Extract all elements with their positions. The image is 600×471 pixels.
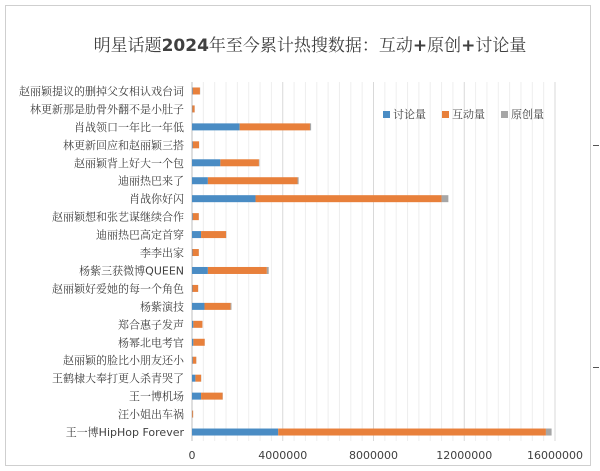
- bar-segment: [208, 267, 267, 274]
- bar-segment: [220, 159, 259, 166]
- category-label: 赵丽颖想和张艺谋继续合作: [52, 210, 184, 224]
- bars: [192, 87, 552, 435]
- category-label: 迪丽热巴来了: [118, 174, 184, 188]
- gridlines: [192, 82, 555, 441]
- category-label: 王鹤棣大奉打更人杀青哭了: [52, 372, 184, 386]
- category-labels: [19, 84, 185, 439]
- category-label: 赵丽颖提议的删掉父女相认戏台词: [19, 84, 184, 98]
- bar-segment: [193, 339, 204, 346]
- bar-segment: [192, 141, 193, 148]
- bar-segment: [195, 375, 201, 382]
- bar-segment: [192, 303, 204, 310]
- category-label: 林更新那是肋骨外翻不是小肚子: [30, 102, 184, 116]
- category-label: 王一博HipHop Forever: [65, 426, 184, 440]
- category-label: 赵丽颖好爱她的每一个角色: [52, 282, 184, 296]
- bar-segment: [192, 321, 193, 328]
- bar-segment: [192, 213, 193, 220]
- bar-segment: [192, 339, 193, 346]
- bar-segment: [193, 141, 199, 148]
- category-label: 肖战你好闪: [129, 192, 184, 206]
- legend-swatch: [501, 111, 508, 118]
- bar-segment: [192, 195, 256, 202]
- chart-title-part: 年至今累计热搜数据：互动: [208, 36, 413, 56]
- chart-title-part: 讨论量: [475, 36, 527, 56]
- category-label: 杨紫三获微博QUEEN: [79, 264, 184, 278]
- category-label: 赵丽颖背上好大一个包: [74, 156, 184, 170]
- category-label: 王一博机场: [129, 390, 184, 404]
- bar-segment: [192, 285, 198, 292]
- bar-segment: [192, 375, 195, 382]
- chart-title-part: +: [461, 36, 476, 56]
- bar-segment: [442, 195, 449, 202]
- bar-segment: [193, 213, 199, 220]
- category-label: 李李出家: [140, 246, 184, 260]
- bar-segment: [193, 321, 202, 328]
- category-label: 汪小姐出车祸: [118, 408, 184, 422]
- bar-segment: [192, 87, 193, 94]
- bar-segment: [240, 123, 310, 130]
- bar-segment: [192, 393, 201, 400]
- chart-title-part: 原创: [427, 36, 462, 56]
- bar-segment: [192, 249, 198, 256]
- x-tick-label: 16000000: [527, 449, 583, 462]
- legend-swatch: [383, 111, 390, 118]
- bar-segment: [546, 429, 552, 436]
- bar-segment: [297, 177, 298, 184]
- bar-segment: [192, 429, 278, 436]
- bar-segment: [231, 303, 232, 310]
- bar-segment: [192, 357, 193, 364]
- chart-title-part: +: [412, 36, 428, 56]
- category-label: 郑合惠子发声: [118, 318, 184, 332]
- legend-label: 原创量: [511, 108, 544, 121]
- bar-segment: [278, 429, 546, 436]
- bar-segment: [201, 231, 226, 238]
- category-label: 杨幂北电考官: [118, 336, 184, 350]
- bar-segment: [256, 195, 442, 202]
- chart-title-part: 2024: [161, 36, 209, 56]
- bar-segment: [192, 105, 194, 112]
- category-label: 肖战领口一年比一年低: [74, 120, 184, 134]
- bar-segment: [192, 267, 208, 274]
- category-label: 林更新回应和赵丽颖三搭: [63, 138, 184, 152]
- x-tick-label: 4000000: [258, 449, 308, 462]
- bar-segment: [192, 159, 220, 166]
- legend: [383, 107, 544, 121]
- chart-title: [94, 35, 527, 56]
- category-label: 杨紫演技: [140, 300, 184, 314]
- legend-label: 讨论量: [393, 108, 426, 121]
- bar-segment: [208, 177, 298, 184]
- x-tick-label: 8000000: [349, 449, 398, 462]
- category-label: 迪丽热巴高定首穿: [96, 228, 184, 242]
- bar-segment: [201, 393, 223, 400]
- legend-swatch: [442, 111, 449, 118]
- bar-segment: [193, 357, 197, 364]
- x-tick-label: 0: [188, 449, 196, 462]
- bar-segment: [192, 411, 193, 418]
- bar-segment: [310, 123, 311, 130]
- bar-segment: [267, 267, 269, 274]
- chart-title-part: 明星话题: [93, 36, 162, 56]
- x-axis-tick-labels: [189, 449, 584, 462]
- bar-segment: [193, 87, 200, 94]
- bar-segment: [204, 303, 230, 310]
- bar-segment: [192, 231, 201, 238]
- bar-segment: [192, 123, 240, 130]
- category-label: 赵丽颖的脸比小朋友还小: [63, 354, 184, 368]
- legend-label: 互动量: [452, 108, 485, 121]
- x-tick-label: 12000000: [436, 449, 493, 462]
- bar-segment: [192, 177, 208, 184]
